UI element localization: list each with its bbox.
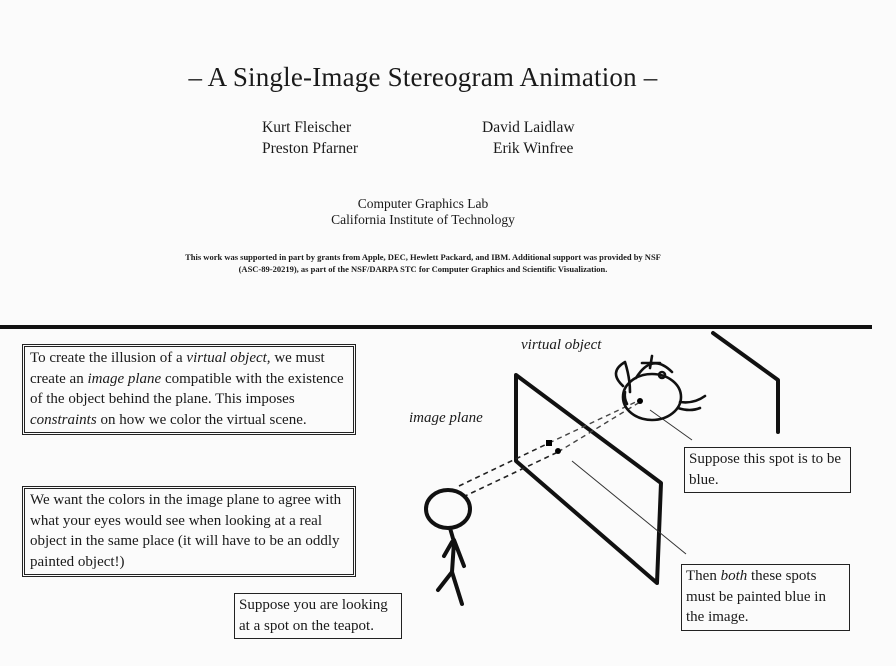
stick-figure-icon [426,490,470,604]
author-name: Kurt Fleischer [262,119,352,136]
illusion-explanation-text [24,346,354,433]
teapot-icon [616,356,705,420]
virtual-object-label: virtual object [521,337,602,353]
text-span: these spots must be painted blue in the image. [686,568,826,625]
affiliation-institution: California Institute of Technology [331,212,515,227]
text-emphasis: virtual object, [186,350,271,366]
blue-spot-box: Suppose this spot is to be blue. [684,447,851,493]
text-span: Then [686,568,721,584]
both-spots-box [681,564,850,631]
author-name: Preston Pfarner [262,140,358,157]
illusion-explanation-box [22,344,356,435]
text-span: compatible with the existence of the object behind the plane. This imposes [30,370,344,407]
affiliation-lab: Computer Graphics Lab [357,196,489,211]
text-emphasis: image plane [87,370,162,387]
author-name: David Laidlaw [482,119,575,136]
colors-explanation-box [22,486,356,577]
teapot-spot [637,398,643,404]
image-spot [555,448,561,454]
image-plane [516,375,661,583]
wall-line [713,333,778,432]
text-span: To create the illusion of a [30,350,187,366]
text-span: on how we color the virtual scene. [96,411,307,428]
image-spot [546,440,552,446]
acknowledgment-line: This work was supported in part by grants from Apple, DEC, Hewlett Packard, and IBM. Additional support was provided by NSF [185,252,661,262]
author-name: Erik Winfree [493,140,574,157]
looking-spot-box: Suppose you are looking at a spot on the teapot. [234,593,402,639]
text-span: we must create an [30,350,325,387]
image-plane-label: image plane [409,410,483,426]
acknowledgment-line: (ASC-89-20219), as part of the NSF/DARPA STC for Computer Graphics and Scientific Visualization. [238,264,608,274]
page-title: – A Single-Image Stereogram Animation – [188,62,658,92]
text-emphasis: constraints [30,411,97,428]
colors-explanation-text: We want the colors in the image plane to agree with what your eyes would see when looking at a real object in the same place (it will have to be an oddly painted object!) [24,488,354,575]
sight-line [463,452,558,497]
text-emphasis: both [720,568,748,584]
pointer-line [572,461,686,554]
